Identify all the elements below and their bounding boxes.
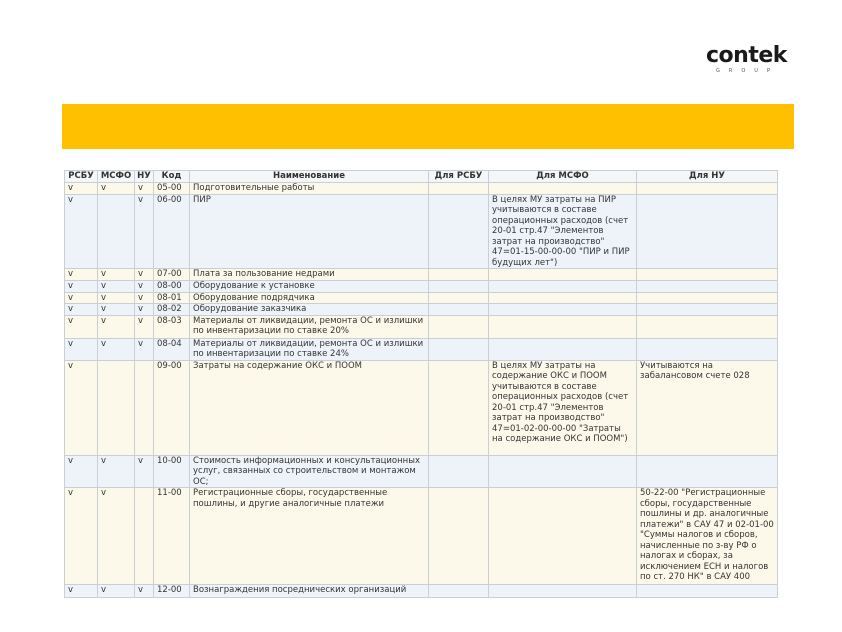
cell-msfo: v bbox=[98, 269, 135, 281]
cell-for-msfo bbox=[489, 292, 637, 304]
cell-msfo: v bbox=[98, 292, 135, 304]
col-header-for-nu: Для НУ bbox=[637, 171, 778, 183]
cell-name: Подготовительные работы bbox=[190, 183, 429, 195]
cell-code: 07-00 bbox=[154, 269, 190, 281]
col-header-nu: НУ bbox=[135, 171, 154, 183]
cell-msfo: v bbox=[98, 315, 135, 338]
cell-for-msfo bbox=[489, 338, 637, 360]
cell-nu: v bbox=[135, 292, 154, 304]
cell-name: Плата за пользование недрами bbox=[190, 269, 429, 281]
cell-rsbu: v bbox=[65, 269, 98, 281]
col-header-for-rsbu: Для РСБУ bbox=[429, 171, 489, 183]
cell-nu: v bbox=[135, 455, 154, 488]
cell-for-rsbu bbox=[429, 488, 489, 585]
table-row bbox=[65, 292, 778, 304]
cell-msfo: v bbox=[98, 585, 135, 598]
cell-nu: v bbox=[135, 315, 154, 338]
table-row bbox=[65, 183, 778, 195]
table-row bbox=[65, 585, 778, 598]
cell-nu bbox=[135, 360, 154, 455]
cell-for-nu bbox=[637, 281, 778, 293]
col-header-code: Код bbox=[154, 171, 190, 183]
table-row bbox=[65, 194, 778, 269]
cell-for-msfo bbox=[489, 183, 637, 195]
cell-for-rsbu bbox=[429, 338, 489, 360]
cell-name: ПИР bbox=[190, 194, 429, 269]
cell-rsbu: v bbox=[65, 585, 98, 598]
cell-for-nu bbox=[637, 269, 778, 281]
cell-name: Материалы от ликвидации, ремонта ОС и излишки по инвентаризации по ставке 20% bbox=[190, 315, 429, 338]
cell-for-rsbu bbox=[429, 194, 489, 269]
cell-rsbu: v bbox=[65, 488, 98, 585]
cell-for-msfo: В целях МУ затраты на содержание ОКС и ПООМ учитываются в составе операционных расходов (счет 20-01 стр.47 "Элементов затрат на производство" 47=01-02-00-00-00 "Затраты на содержание ОКС и ПООМ") bbox=[489, 360, 637, 455]
cell-for-msfo: В целях МУ затраты на ПИР учитываются в составе операционных расходов (счет 20-01 стр.47 "Элементов затрат на производство" 47=01-15-00-00-00 "ПИР и ПИР будущих лет") bbox=[489, 194, 637, 269]
cell-msfo: v bbox=[98, 455, 135, 488]
cell-nu: v bbox=[135, 304, 154, 316]
contek-logo bbox=[706, 44, 796, 74]
cell-nu: v bbox=[135, 585, 154, 598]
col-header-rsbu: РСБУ bbox=[65, 171, 98, 183]
cell-for-msfo bbox=[489, 455, 637, 488]
cell-code: 06-00 bbox=[154, 194, 190, 269]
cell-name: Оборудование к установке bbox=[190, 281, 429, 293]
cell-for-rsbu bbox=[429, 360, 489, 455]
cell-code: 09-00 bbox=[154, 360, 190, 455]
cell-for-nu bbox=[637, 315, 778, 338]
col-header-name: Наименование bbox=[190, 171, 429, 183]
cell-rsbu: v bbox=[65, 338, 98, 360]
cell-for-rsbu bbox=[429, 292, 489, 304]
cell-msfo bbox=[98, 194, 135, 269]
cell-code: 05-00 bbox=[154, 183, 190, 195]
cell-rsbu: v bbox=[65, 360, 98, 455]
cell-name: Стоимость информационных и консультационных услуг, связанных со строительством и монтажом ОС; bbox=[190, 455, 429, 488]
cell-for-msfo bbox=[489, 304, 637, 316]
cell-msfo: v bbox=[98, 488, 135, 585]
table-row bbox=[65, 488, 778, 585]
cell-msfo: v bbox=[98, 281, 135, 293]
cell-nu: v bbox=[135, 269, 154, 281]
cell-for-rsbu bbox=[429, 269, 489, 281]
cell-code: 12-00 bbox=[154, 585, 190, 598]
cell-for-msfo bbox=[489, 488, 637, 585]
cell-for-msfo bbox=[489, 315, 637, 338]
cell-for-msfo bbox=[489, 269, 637, 281]
cell-rsbu: v bbox=[65, 315, 98, 338]
cell-code: 08-00 bbox=[154, 281, 190, 293]
cell-rsbu: v bbox=[65, 292, 98, 304]
cell-msfo bbox=[98, 360, 135, 455]
cell-rsbu: v bbox=[65, 455, 98, 488]
cell-for-rsbu bbox=[429, 304, 489, 316]
table-row bbox=[65, 360, 778, 455]
cell-for-nu bbox=[637, 585, 778, 598]
cell-msfo: v bbox=[98, 183, 135, 195]
cell-code: 10-00 bbox=[154, 455, 190, 488]
cell-for-rsbu bbox=[429, 585, 489, 598]
cell-nu: v bbox=[135, 183, 154, 195]
logo-subtitle: GROUP bbox=[716, 68, 779, 74]
table-row bbox=[65, 455, 778, 488]
title-banner bbox=[62, 104, 794, 149]
cell-for-msfo bbox=[489, 281, 637, 293]
cell-for-nu bbox=[637, 292, 778, 304]
table-row bbox=[65, 315, 778, 338]
cell-rsbu: v bbox=[65, 304, 98, 316]
cell-nu: v bbox=[135, 194, 154, 269]
accounts-table bbox=[64, 170, 778, 598]
cell-nu: v bbox=[135, 338, 154, 360]
table-row bbox=[65, 338, 778, 360]
cell-nu bbox=[135, 488, 154, 585]
cell-name: Оборудование заказчика bbox=[190, 304, 429, 316]
cell-rsbu: v bbox=[65, 183, 98, 195]
table-row bbox=[65, 304, 778, 316]
cell-name: Затраты на содержание ОКС и ПООМ bbox=[190, 360, 429, 455]
cell-code: 08-04 bbox=[154, 338, 190, 360]
table-row bbox=[65, 269, 778, 281]
cell-name: Материалы от ликвидации, ремонта ОС и излишки по инвентаризации по ставке 24% bbox=[190, 338, 429, 360]
cell-name: Вознаграждения посреднических организаций bbox=[190, 585, 429, 598]
cell-for-rsbu bbox=[429, 315, 489, 338]
cell-for-nu bbox=[637, 455, 778, 488]
col-header-for-msfo: Для МСФО bbox=[489, 171, 637, 183]
cell-code: 11-00 bbox=[154, 488, 190, 585]
cell-name: Регистрационные сборы, государственные пошлины, и другие аналогичные платежи bbox=[190, 488, 429, 585]
cell-code: 08-03 bbox=[154, 315, 190, 338]
cell-for-nu: Учитываются на забалансовом счете 028 bbox=[637, 360, 778, 455]
cell-for-rsbu bbox=[429, 183, 489, 195]
cell-rsbu: v bbox=[65, 281, 98, 293]
cell-rsbu: v bbox=[65, 194, 98, 269]
cell-msfo: v bbox=[98, 338, 135, 360]
cell-for-rsbu bbox=[429, 281, 489, 293]
cell-code: 08-02 bbox=[154, 304, 190, 316]
logo-wordmark: contek bbox=[706, 43, 787, 68]
cell-msfo: v bbox=[98, 304, 135, 316]
cell-for-msfo bbox=[489, 585, 637, 598]
cell-for-nu bbox=[637, 304, 778, 316]
cell-nu: v bbox=[135, 281, 154, 293]
table-row bbox=[65, 281, 778, 293]
cell-for-nu bbox=[637, 183, 778, 195]
col-header-msfo: МСФО bbox=[98, 171, 135, 183]
cell-for-nu: 50-22-00 "Регистрационные сборы, государственные пошлины и др. аналогичные платежи" в САУ 47 и 02-01-00 "Суммы налогов и сборов, начисленные по з-ву РФ о налогах и сборах, за исключением ЕСН и налогов по ст. 270 НК" в САУ 400 bbox=[637, 488, 778, 585]
cell-for-nu bbox=[637, 338, 778, 360]
cell-for-rsbu bbox=[429, 455, 489, 488]
cell-name: Оборудование подрядчика bbox=[190, 292, 429, 304]
table-header-row bbox=[65, 171, 778, 183]
cell-code: 08-01 bbox=[154, 292, 190, 304]
cell-for-nu bbox=[637, 194, 778, 269]
